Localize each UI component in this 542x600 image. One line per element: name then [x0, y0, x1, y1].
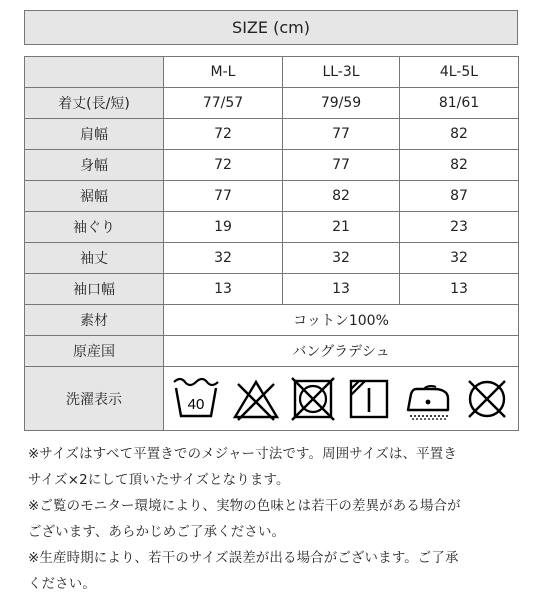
size-table — [24, 56, 519, 431]
row-label: 袖ぐり — [25, 212, 164, 243]
table-cell: 87 — [400, 181, 519, 212]
row-label: 袖口幅 — [25, 274, 164, 305]
table-row — [25, 274, 519, 305]
table-cell: 77 — [164, 181, 283, 212]
table-cell: 77/57 — [164, 88, 283, 119]
laundry-icons — [164, 367, 518, 430]
no-dry-clean-icon — [464, 376, 510, 422]
table-cell: 82 — [283, 181, 400, 212]
table-row — [25, 212, 519, 243]
table-cell: 72 — [164, 119, 283, 150]
table-cell: 82 — [400, 119, 519, 150]
column-header: 4L-5L — [400, 57, 519, 88]
table-cell: 81/61 — [400, 88, 519, 119]
table-cell: 32 — [164, 243, 283, 274]
column-header: M-L — [164, 57, 283, 88]
no-bleach-icon — [232, 376, 280, 422]
table-cell: 32 — [400, 243, 519, 274]
origin-label: 原産国 — [25, 336, 164, 367]
table-cell: 21 — [283, 212, 400, 243]
table-cell: 13 — [400, 274, 519, 305]
table-cell: 19 — [164, 212, 283, 243]
table-cell: 23 — [400, 212, 519, 243]
table-cell: 13 — [283, 274, 400, 305]
table-row — [25, 181, 519, 212]
row-label: 袖丈 — [25, 243, 164, 274]
row-label: 身幅 — [25, 150, 164, 181]
table-cell: 79/59 — [283, 88, 400, 119]
table-cell: 77 — [283, 150, 400, 181]
table-row — [25, 88, 519, 119]
laundry-row — [25, 367, 519, 431]
line-dry-icon — [346, 376, 392, 422]
table-cell: 13 — [164, 274, 283, 305]
corner-cell — [25, 57, 164, 88]
header-row — [25, 57, 519, 88]
row-label: 肩幅 — [25, 119, 164, 150]
column-header: LL-3L — [283, 57, 400, 88]
size-title: SIZE (cm) — [24, 10, 518, 45]
note-text: ※サイズはすべて平置きでのメジャー寸法です。周囲サイズは、平置き サイズ×2にして頂いたサイズとなります。 — [28, 447, 457, 488]
origin-value: バングラデシュ — [164, 336, 519, 367]
table-cell: 72 — [164, 150, 283, 181]
table-row — [25, 119, 519, 150]
laundry-label: 洗濯表示 — [25, 367, 164, 431]
row-label: 着丈(長/短) — [25, 88, 164, 119]
table-cell: 77 — [283, 119, 400, 150]
no-tumble-dry-icon — [290, 376, 336, 422]
iron-low-icon — [402, 376, 454, 422]
notes — [28, 442, 522, 598]
note-text: ※ご覧のモニター環境により、実物の色味とは若干の差異がある場合が ございます、あらかじめご了承ください。 — [28, 499, 461, 540]
table-row — [25, 243, 519, 274]
laundry-icons-cell — [164, 367, 519, 431]
material-value: コットン100% — [164, 305, 519, 336]
table-row — [25, 150, 519, 181]
material-label: 素材 — [25, 305, 164, 336]
note-text: ※生産時期により、若干のサイズ誤差が出る場合がございます。ご了承 ください。 — [28, 551, 459, 592]
wash-40-icon — [172, 376, 222, 422]
table-cell: 82 — [400, 150, 519, 181]
wash-temp-label: 40 — [187, 395, 205, 413]
table-cell: 32 — [283, 243, 400, 274]
material-row — [25, 305, 519, 336]
row-label: 裾幅 — [25, 181, 164, 212]
origin-row — [25, 336, 519, 367]
